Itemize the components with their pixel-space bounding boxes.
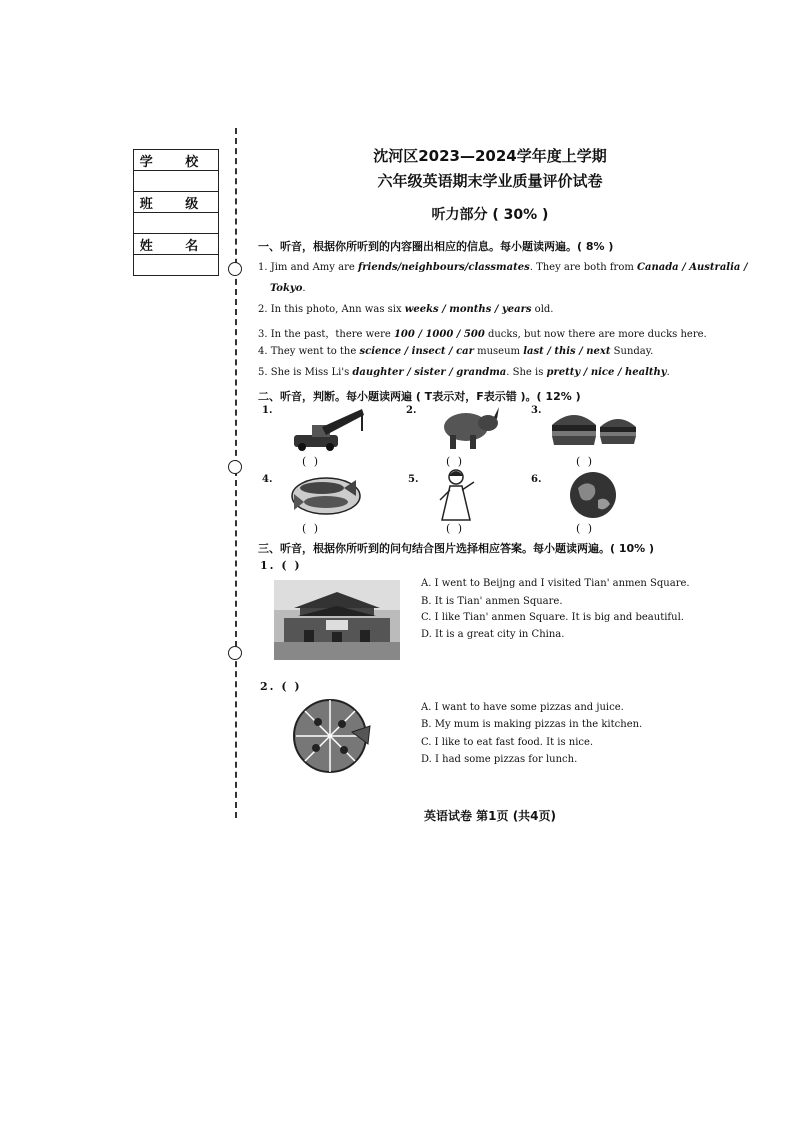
s1-q4-options2[interactable]: last / this / next (523, 346, 611, 357)
s1-q3-options[interactable]: 100 / 1000 / 500 (393, 329, 485, 340)
rhino-icon (440, 403, 500, 451)
binding-hole (228, 262, 242, 276)
s1-q1-options3[interactable]: Tokyo (270, 283, 303, 294)
class-label: 班 级 (134, 192, 219, 213)
s1-question-3: 3. In the past，there were 100 / 1000 / 500 ducks, but now there are more ducks here. (258, 329, 707, 340)
s2-item-number: 1. (262, 405, 273, 416)
section1-heading: 一、听音，根据你所听到的内容圈出相应的信息。每小题读两遍。( 8% ) (258, 240, 614, 253)
s1-q1-options[interactable]: friends/neighbours/classmates (357, 262, 530, 273)
s3-q2-option-b[interactable]: B. My mum is making pizzas in the kitchen. (421, 719, 643, 730)
crane-icon (292, 405, 367, 453)
s3-q1-answer-blank[interactable]: 1. ( ) (260, 559, 302, 572)
s3-q2-option-c[interactable]: C. I like to eat fast food. It is nice. (421, 737, 594, 748)
s1-q2-options[interactable]: weeks / months / years (404, 304, 532, 315)
class-field[interactable] (134, 213, 219, 234)
girl-icon (432, 468, 480, 522)
s2-item-number: 4. (262, 474, 273, 485)
s1-q5-options2[interactable]: pretty / nice / healthy (546, 367, 667, 378)
s3-q1-option-d[interactable]: D. It is a great city in China. (421, 629, 565, 640)
tiananmen-photo (274, 580, 400, 660)
burgers-icon (548, 405, 638, 449)
school-label: 学 校 (134, 150, 219, 171)
s2-item-number: 6. (531, 474, 542, 485)
s2-answer-blank[interactable]: ( ) (302, 455, 321, 468)
s3-q1-option-a[interactable]: A. I went to Beijng and I visited Tian' anmen Square. (421, 578, 690, 589)
s3-q2-option-d[interactable]: D. I had some pizzas for lunch. (421, 754, 578, 765)
name-field[interactable] (134, 255, 219, 276)
s2-item-number: 5. (408, 474, 419, 485)
pizza-icon (292, 696, 372, 776)
fish-plate-icon (290, 472, 362, 516)
exam-title-line2: 六年级英语期末学业质量评价试卷 (377, 172, 603, 190)
s1-q1-options2[interactable]: Canada / Australia / (637, 262, 748, 273)
s1-question-1-cont: Tokyo. (270, 283, 306, 294)
s1-q5-options[interactable]: daughter / sister / grandma (352, 367, 507, 378)
s2-answer-blank[interactable]: ( ) (302, 522, 321, 535)
s2-answer-blank[interactable]: ( ) (446, 522, 465, 535)
listening-part-title: 听力部分 ( 30% ) (431, 207, 549, 223)
s3-q2-option-a[interactable]: A. I want to have some pizzas and juice. (421, 702, 624, 713)
binding-hole (228, 460, 242, 474)
s1-question-1: 1. Jim and Amy are friends/neighbours/classmates. They are both from Canada / Australia / (258, 262, 748, 273)
s1-question-2: 2. In this photo, Ann was six weeks / months / years old. (258, 304, 554, 315)
student-info-table (133, 149, 219, 276)
s2-answer-blank[interactable]: ( ) (576, 522, 595, 535)
s1-q4-options[interactable]: science / insect / car (359, 346, 474, 357)
s2-item-number: 3. (531, 405, 542, 416)
s3-q2-answer-blank[interactable]: 2. ( ) (260, 680, 302, 693)
s2-answer-blank[interactable]: ( ) (576, 455, 595, 468)
globe-icon (568, 470, 618, 520)
section3-heading: 三、听音，根据你所听到的问句结合图片选择相应答案。每小题读两遍。( 10% ) (258, 542, 655, 555)
page-footer: 英语试卷 第1页 (共4页) (423, 809, 557, 823)
school-field[interactable] (134, 171, 219, 192)
s1-question-5: 5. She is Miss Li's daughter / sister / grandma. She is pretty / nice / healthy. (258, 367, 670, 378)
name-label: 姓 名 (134, 234, 219, 255)
s3-q1-option-c[interactable]: C. I like Tian' anmen Square. It is big and beautiful. (421, 612, 684, 623)
s3-q1-option-b[interactable]: B. It is Tian' anmen Square. (421, 596, 563, 607)
s1-question-4: 4. They went to the science / insect / car museum last / this / next Sunday. (258, 346, 654, 357)
binding-hole (228, 646, 242, 660)
section2-heading: 二、听音，判断。每小题读两遍 ( T表示对，F表示错 )。( 12% ) (258, 390, 581, 403)
s2-item-number: 2. (406, 405, 417, 416)
exam-title-line1: 沈河区2023—2024学年度上学期 (373, 147, 607, 165)
s2-answer-blank[interactable]: ( ) (446, 455, 465, 468)
